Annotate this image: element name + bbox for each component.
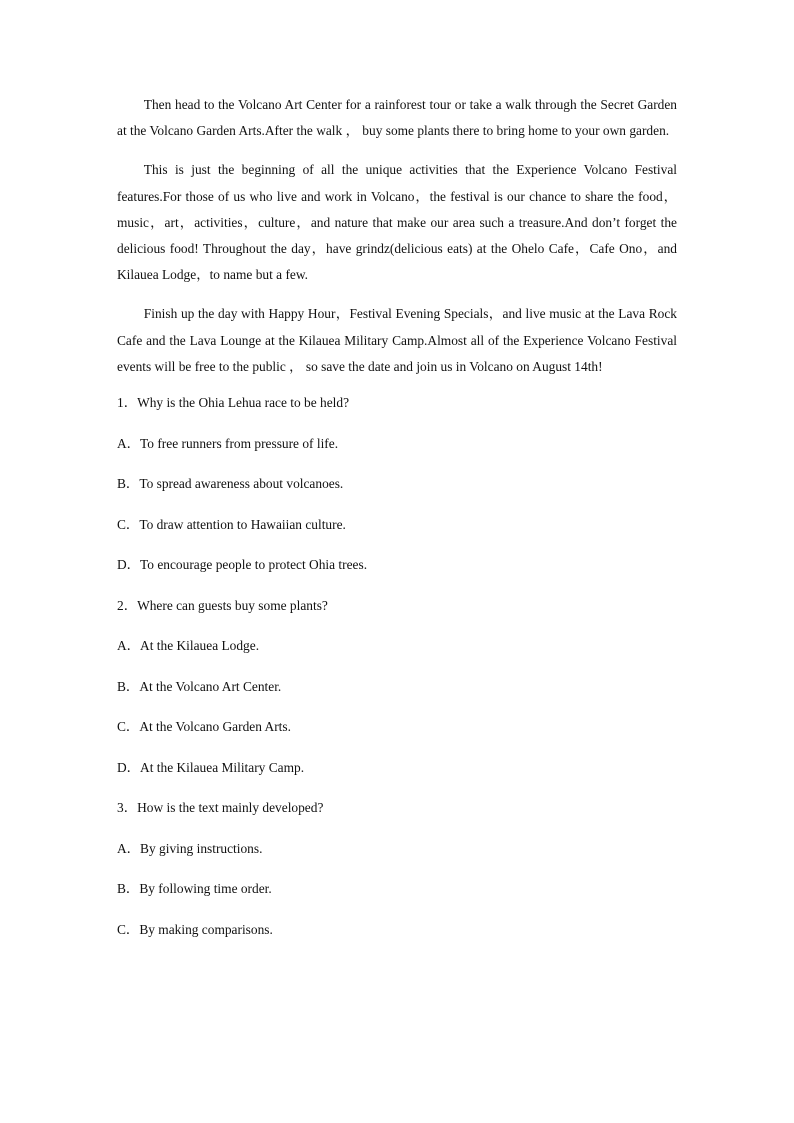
question-2-option-b: B．At the Volcano Art Center.	[117, 678, 282, 694]
question-3-option-c: C．By making comparisons.	[117, 921, 273, 937]
question-3-stem: 3．How is the text mainly developed?	[117, 800, 324, 816]
passage-paragraph-1: Then head to the Volcano Art Center for a rainforest tour or take a walk through the Secret Garden at the Volcano Garden Arts.After the walk ， buy some plants there to bring home to your own garden.	[117, 97, 677, 139]
question-2	[117, 596, 677, 799]
question-3-option-b: B．By following time order.	[117, 881, 272, 897]
question-2-option-c: C．At the Volcano Garden Arts.	[117, 719, 291, 735]
question-2-stem: 2．Where can guests buy some plants?	[117, 597, 328, 613]
passage-paragraph-2: This is just the beginning of all the unique activities that the Experience Volcano Festival features.For those of us who live and work in Volcano，the festival is our chance to share the food，music，art，activities，culture，and nature that make our area such a treasure.And don’t forget the delicious food! Throughout the day，have grindz(delicious eats) at the Ohelo Cafe，Cafe Ono，and Kilauea Lodge，to name but a few.	[117, 162, 677, 283]
question-2-option-a: A．At the Kilauea Lodge.	[117, 638, 260, 654]
question-3-option-a: A．By giving instructions.	[117, 840, 263, 856]
document-content	[117, 92, 677, 960]
question-2-option-d: D．At the Kilauea Military Camp.	[117, 759, 305, 775]
question-1-option-b: B．To spread awareness about volcanoes.	[117, 476, 344, 492]
question-1	[117, 393, 677, 596]
question-1-option-a: A．To free runners from pressure of life.	[117, 435, 339, 451]
question-1-stem: 1．Why is the Ohia Lehua race to be held?	[117, 395, 350, 411]
question-3	[117, 798, 677, 960]
question-1-option-c: C．To draw attention to Hawaiian culture.	[117, 516, 346, 532]
passage-paragraph-3: Finish up the day with Happy Hour，Festival Evening Specials，and live music at the Lava Rock Cafe and the Lava Lounge at the Kilauea Military Camp.Almost all of the Experience Volcano Festival events will be free to the public ， so save the date and join us in Volcano on August 14th!	[117, 306, 677, 374]
question-1-option-d: D．To encourage people to protect Ohia trees.	[117, 557, 368, 573]
